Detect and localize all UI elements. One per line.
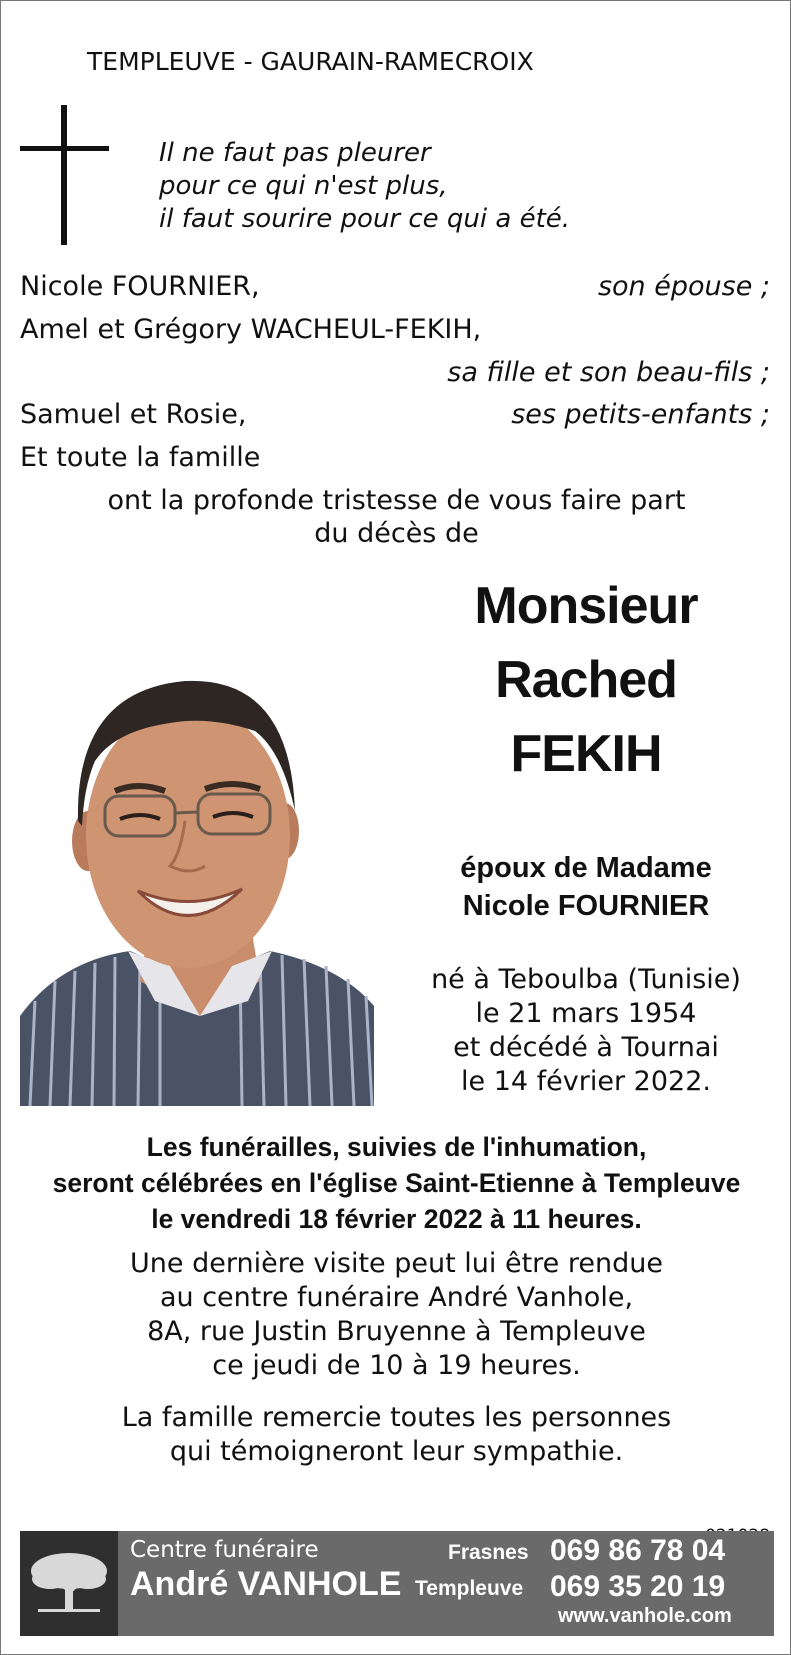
deceased-photo — [20, 621, 374, 1106]
funeral-line: seront célébrées en l'église Saint-Etienne à Templeuve — [52, 1168, 741, 1198]
footer-phone[interactable]: 069 86 78 04 — [550, 1534, 726, 1567]
birth-info: le 21 mars 1954 — [475, 998, 697, 1029]
announcement-line: ont la profonde tristesse de vous faire part — [107, 485, 686, 516]
visit-line: ce jeudi de 10 à 19 heures. — [212, 1350, 581, 1381]
family-name: Amel et Grégory WACHEUL-FEKIH, — [20, 314, 482, 345]
spouse-line: Nicole FOURNIER — [462, 890, 710, 922]
tree-logo-icon — [20, 1531, 118, 1636]
footer-subtitle: Centre funéraire — [130, 1537, 319, 1563]
family-name: Nicole FOURNIER, — [20, 271, 260, 302]
poem-line: Il ne faut pas pleurer — [159, 138, 431, 168]
deceased-first-name: Rached — [495, 651, 677, 709]
footer-location: Templeuve — [415, 1577, 524, 1600]
death-info: le 14 février 2022. — [461, 1066, 711, 1097]
deceased-last-name: FEKIH — [510, 725, 662, 783]
family-role: ses petits-enfants ; — [511, 399, 770, 430]
visit-line: au centre funéraire André Vanhole, — [159, 1282, 634, 1313]
family-name: Samuel et Rosie, — [20, 399, 247, 430]
poem-line: il faut sourire pour ce qui a été. — [159, 204, 571, 234]
footer-website-link[interactable]: www.vanhole.com — [558, 1605, 732, 1627]
death-info: et décédé à Tournai — [453, 1032, 719, 1063]
thanks-line: La famille remercie toutes les personnes — [121, 1402, 672, 1433]
poem — [159, 137, 570, 236]
footer-company-name: André VANHOLE — [130, 1565, 402, 1603]
locality-header: TEMPLEUVE - GAURAIN-RAMECROIX — [87, 47, 534, 76]
announcement-line: du décès de — [314, 518, 479, 549]
thanks-line: qui témoigneront leur sympathie. — [169, 1436, 624, 1467]
spouse-line: époux de Madame — [460, 852, 712, 884]
visit-line: Une dernière visite peut lui être rendue — [130, 1248, 663, 1279]
family-role: sa fille et son beau-fils ; — [447, 357, 770, 388]
footer-phone[interactable]: 069 35 20 19 — [550, 1570, 726, 1603]
footer-location: Frasnes — [448, 1541, 529, 1564]
visit-line: 8A, rue Justin Bruyenne à Templeuve — [147, 1316, 646, 1347]
family-name: Et toute la famille — [20, 442, 261, 473]
funeral-line: le vendredi 18 février 2022 à 11 heures. — [151, 1204, 642, 1234]
funeral-home-banner — [20, 1531, 774, 1636]
birth-info: né à Teboulba (Tunisie) — [431, 964, 741, 995]
deceased-title: Monsieur — [474, 577, 698, 635]
funeral-line: Les funérailles, suivies de l'inhumation, — [146, 1132, 647, 1162]
poem-line: pour ce qui n'est plus, — [159, 171, 448, 201]
family-role: son épouse ; — [597, 271, 770, 302]
